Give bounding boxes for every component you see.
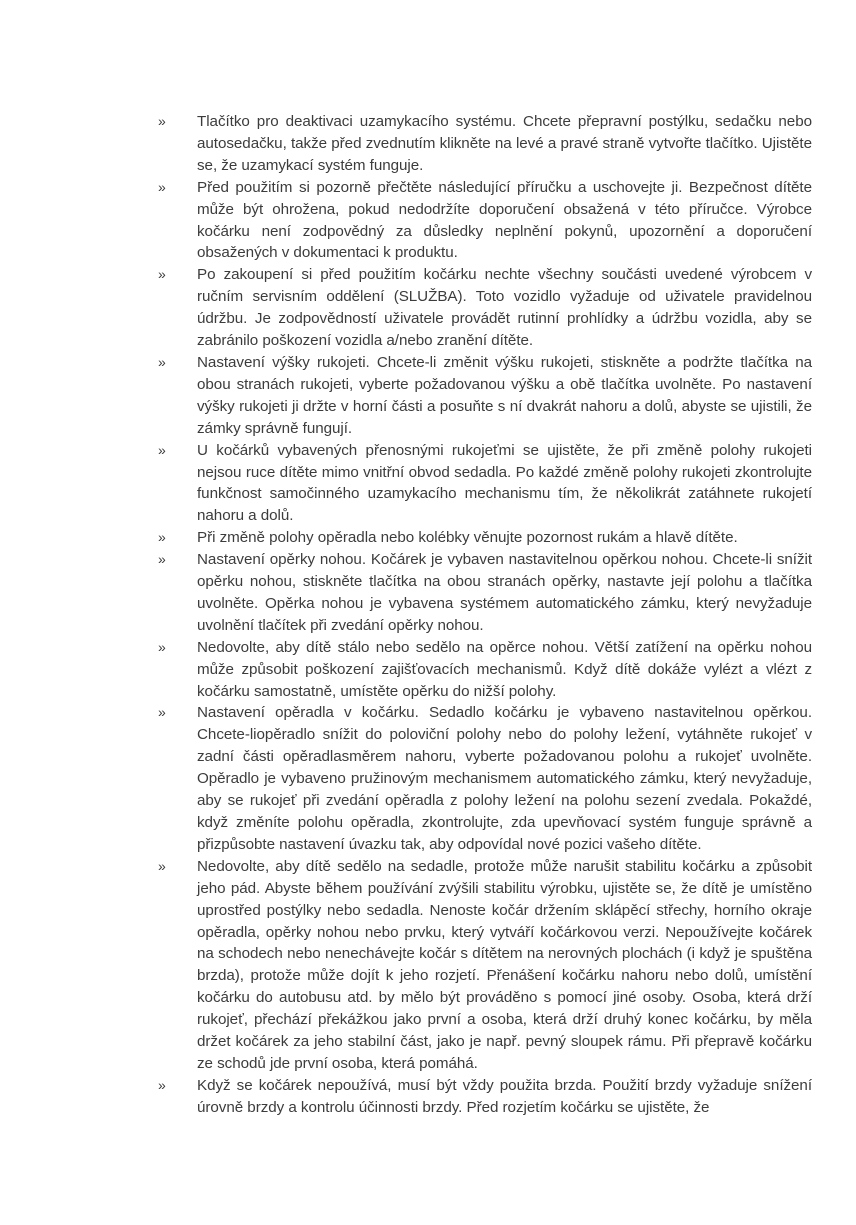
list-item-text: Nedovolte, aby dítě stálo nebo sedělo na opěrce nohou. Větší zatížení na opěrku nohou může způsobit poškození zajišťovacích mechanismů. Když dítě dokáže vylézt a vlézt z kočárku samostatně, umístěte opěrku do nižší polohy. (197, 638, 812, 700)
bullet-marker-icon: » (158, 638, 166, 655)
bullet-marker-icon: » (158, 1076, 166, 1093)
bullet-marker-icon: » (158, 441, 166, 458)
list-item-text: Po zakoupení si před použitím kočárku nechte všechny součásti uvedené výrobcem v ručním servisním oddělení (SLUŽBA). Toto vozidlo vyžaduje od uživatele pravidelnou údržbu. Je zodpovědností uživatele provádět rutinní prohlídky a údržbu vozidla, aby se zabránilo poškození vozidla a/nebo zranění dítěte. (197, 266, 812, 350)
list-item (158, 702, 812, 855)
bullet-marker-icon: » (158, 113, 166, 129)
bullet-marker-icon: » (158, 266, 166, 283)
list-item (158, 637, 812, 703)
list-item-text: Při změně polohy opěradla nebo kolébky věnujte pozornost rukám a hlavě dítěte. (197, 529, 738, 547)
list-item-text: Nastavení opěrky nohou. Kočárek je vybaven nastavitelnou opěrkou nohou. Chcete-li snížit opěrku nohou, stiskněte tlačítka na obou stranách opěrky, nastavte její polohu a tlačítka uvolněte. Opěrka nohou je vybavena systémem automatického zámku, který nevyžaduje uvolnění tlačítek při zvedání opěrky nohou. (197, 551, 812, 634)
list-item-text: Nastavení výšky rukojeti. Chcete-li změnit výšku rukojeti, stiskněte a podržte tlačítka na obou stranách rukojeti, vyberte požadovanou výšku a obě tlačítka uvolněte. Po nastavení výšky rukojeti ji držte v horní části a posuňte s ní dvakrát nahoru a dolů, abyste se ujistili, že zámky správně fungují. (197, 353, 812, 437)
list-item (158, 111, 812, 177)
list-item (158, 177, 812, 265)
list-item-text: Nastavení opěradla v kočárku. Sedadlo kočárku je vybaveno nastavitelnou opěrkou. Chcete-liopěradlo snížit do poloviční polohy nebo do polohy ležení, vytáhněte rukojeť v zadní části opěradlasměrem nahoru, vyberte požadovanou polohu a rukojeť uvolněte. Opěradlo je vybaveno pružinovým mechanismem automatického zámku, který nevyžaduje, aby se rukojeť při zvedání opěradla z polohy ležení na polohu sezení zvedala. Pokaždé, když změníte polohu opěradla, zkontrolujte, zda upevňovací systém funguje správně a přizpůsobte nastavení úvazku tak, aby odpovídal nové pozici vašeho dítěte. (197, 704, 812, 853)
bullet-marker-icon: » (158, 704, 166, 721)
list-item (158, 549, 812, 637)
list-item (158, 264, 812, 352)
bullet-marker-icon: » (158, 529, 166, 546)
bullet-marker-icon: » (158, 551, 166, 568)
bullet-marker-icon: » (158, 353, 166, 370)
list-item-text: Nedovolte, aby dítě sedělo na sedadle, protože může narušit stabilitu kočárku a způsobit jeho pád. Abyste během používání zvýšili stabilitu výrobku, ujistěte se, že dítě je umístěno uprostřed postýlky nebo sedadla. Nenoste kočár držením sklápěcí střechy, horního okraje opěradla, opěrky nohou nebo prvku, který vytváří kočárkovou verzi. Nepoužívejte kočárek na schodech nebo nenechávejte kočár s dítětem na nerovných plochách (i když je spuštěna brzda), protože může dojít k jeho rozjetí. Přenášení kočárku nahoru nebo dolů, umístění kočárku do autobusu atd. by mělo být prováděno s pomocí jiné osoby. Osoba, která drží rukojeť, přechází překážkou jako první a osoba, která drží druhý konec kočárku, by měla držet kočárek za jeho stabilní část, jako je např. pevný sloupek rámu. Při přepravě kočárku ze schodů jde první osoba, která pomáhá. (197, 857, 812, 1072)
bullet-marker-icon: » (158, 857, 166, 874)
list-item (158, 527, 812, 549)
list-item (158, 352, 812, 440)
list-item-text: Když se kočárek nepoužívá, musí být vždy použita brzda. Použití brzdy vyžaduje snížení úrovně brzdy a kontrolu účinnosti brzdy. Před rozjetím kočárku se ujistěte, že (197, 1076, 812, 1116)
list-item-text: Tlačítko pro deaktivaci uzamykacího systému. Chcete přepravní postýlku, sedačku nebo autosedačku, takže před zvednutím klikněte na levé a pravé straně vytvořte tlačítko. Ujistěte se, že uzamykací systém funguje. (197, 113, 812, 174)
list-item (158, 440, 812, 528)
list-item (158, 856, 812, 1075)
list-item-text: U kočárků vybavených přenosnými rukojeťmi se ujistěte, že při změně polohy rukojeti nejsou ruce dítěte mimo vnitřní obvod sedadla. Po každé změně polohy rukojeti zkontrolujte funkčnost samočinného uzamykacího mechanismu tím, že několikrát zatáhnete rukojetí nahoru a dolů. (197, 441, 812, 525)
list-item (158, 1075, 812, 1119)
instruction-list (158, 111, 812, 1119)
list-item-text: Před použitím si pozorně přečtěte následující příručku a uschovejte ji. Bezpečnost dítěte může být ohrožena, pokud nedodržíte doporučení obsažená v této příručce. Výrobce kočárku není zodpovědný za důsledky neplnění pokynů, upozornění a doporučení obsažených v dokumentaci k produktu. (197, 178, 812, 262)
bullet-marker-icon: » (158, 178, 166, 195)
